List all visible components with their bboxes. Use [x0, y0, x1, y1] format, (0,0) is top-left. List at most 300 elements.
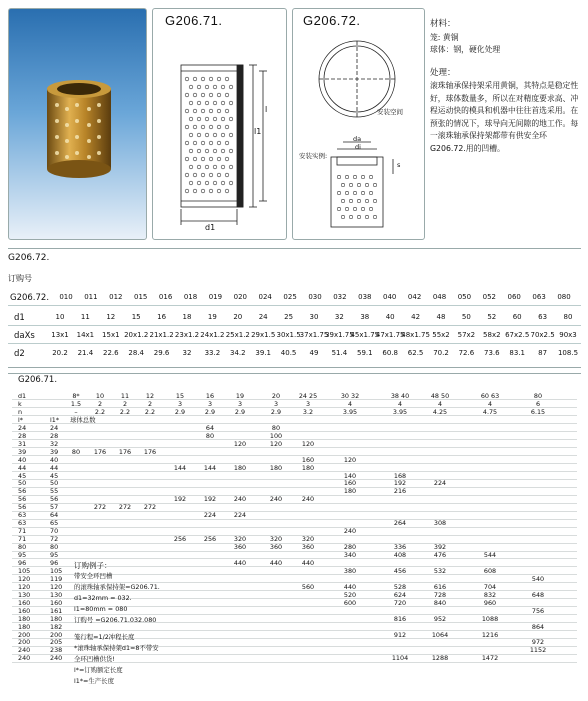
t1-daxs-label: daXs [14, 331, 35, 341]
t1-cell: 62.5 [407, 349, 424, 357]
t1-cell: 28.4 [128, 349, 144, 357]
t1-cell: 050 [457, 293, 472, 301]
table-cell: l* [18, 415, 23, 424]
table-cell: l1* [50, 415, 60, 424]
t1-cell: 30x1.5 [276, 331, 301, 339]
table-cell: 105 [50, 566, 63, 575]
table-cell: 180 [269, 463, 283, 472]
table-cell: 56 [18, 503, 27, 512]
table-cell: 720 [393, 598, 407, 607]
table-cell: 180 [18, 622, 31, 631]
t1-cell: 018 [183, 293, 198, 301]
t1-cell: 83.1 [509, 349, 525, 357]
g20671-drawing-panel [152, 8, 287, 240]
table-cell: 48 50 [430, 392, 450, 400]
table-cell: 320 [233, 535, 247, 544]
table-cell: 440 [301, 558, 315, 567]
table-cell: 57 [50, 503, 59, 512]
table-cell: 272 [118, 503, 132, 512]
table-cell: 616 [433, 582, 447, 591]
table-cell: 28 [50, 431, 59, 440]
t1-cell: 60.8 [382, 349, 398, 357]
t1-cell: 63 [538, 313, 548, 321]
table-cell: 80 [271, 423, 281, 432]
table-cell: 3 [177, 399, 183, 408]
t1-cell: 042 [407, 293, 422, 301]
t1-cell: 22.6 [103, 349, 119, 357]
table-cell: 952 [433, 614, 447, 623]
t1-cell: 40.5 [280, 349, 297, 357]
table-cell: 130 [18, 590, 31, 599]
table-cell: n [18, 407, 23, 416]
t1-cell: 87 [538, 349, 548, 357]
table-cell: 140 [343, 471, 357, 480]
table-cell: 240 [269, 495, 283, 504]
cage-drawing [153, 9, 288, 241]
table-cell: 38 40 [390, 392, 410, 400]
table-cell: 24 [50, 423, 59, 432]
table-cell: 816 [393, 614, 407, 623]
table-cell: 2 [97, 399, 103, 408]
table-cell: 60 63 [480, 392, 500, 400]
table-cell: 130 [50, 590, 63, 599]
table-cell: 200 [18, 638, 31, 647]
t1-cell: 15 [131, 313, 141, 321]
t1-cell: 29x1.5 [251, 331, 276, 339]
t1-cell: 024 [258, 293, 272, 301]
table-cell: 360 [301, 543, 315, 552]
table-cell: 560 [301, 582, 315, 591]
table-cell: 320 [301, 535, 315, 544]
t1-cell: 80 [563, 313, 573, 321]
t1-cell: 34.2 [230, 349, 246, 357]
table-cell: 4 [487, 399, 493, 408]
t1-cell: 13x1 [51, 331, 69, 339]
table-cell: 120 [301, 439, 315, 448]
table-cell: 63 [18, 511, 27, 520]
table-cell: 40 [18, 455, 27, 464]
bushing-photo [9, 9, 148, 241]
table-cell: 31 [18, 439, 27, 448]
table-cell: 120 [233, 439, 247, 448]
table-cell: 540 [531, 574, 545, 583]
table-cell: 56 [18, 487, 27, 496]
table-cell: 728 [433, 590, 447, 599]
g20672-table [8, 248, 581, 368]
table-cell: 80 [533, 392, 543, 400]
table-cell: 95 [18, 551, 27, 559]
t1-cell: 70.2 [433, 349, 449, 357]
table-cell: 280 [343, 543, 357, 552]
table-cell: 272 [143, 503, 157, 512]
t1-cell: 32 [334, 313, 344, 321]
t1-cell: 49 [309, 349, 319, 357]
table-cell: 224 [433, 479, 447, 488]
table-cell: 832 [483, 590, 497, 599]
table-cell: 240 [301, 495, 315, 504]
t1-cell: 16 [157, 313, 167, 321]
table-cell: 308 [433, 519, 447, 528]
table-cell: 50 [18, 479, 27, 488]
table-cell: 12 [145, 392, 155, 400]
t2-title: G206.71. [18, 375, 58, 385]
t1-cell: 025 [283, 293, 297, 301]
table-cell: 2 [122, 399, 128, 408]
table-cell: 1472 [481, 654, 499, 663]
t1-cell: 73.6 [484, 349, 500, 357]
t1-cell: 19 [207, 313, 217, 321]
table-cell: 105 [18, 566, 31, 575]
table-cell: 272 [93, 503, 107, 512]
table-cell: 4 [397, 399, 403, 408]
t1-cell: 51.4 [331, 349, 348, 357]
table-cell: 182 [50, 622, 63, 631]
table-cell: 840 [433, 598, 447, 607]
product-photo-panel [8, 8, 147, 240]
t1-cell: 32 [182, 349, 192, 357]
table-cell: 64 [50, 511, 59, 520]
table-cell: 95 [50, 551, 59, 559]
t1-cell: 30 [309, 313, 319, 321]
table-cell: 600 [343, 598, 357, 607]
t1-cell: 48x1.75 [401, 331, 430, 339]
t1-cell: 38 [360, 313, 370, 321]
table-cell: 200 [18, 630, 31, 639]
table-cell: 160 [50, 598, 63, 607]
t1-cell: 21.4 [77, 349, 94, 357]
table-cell: 240 [18, 646, 31, 655]
t1-cell: 020 [233, 293, 247, 301]
table-cell: 224 [233, 511, 247, 520]
ring-drawing [293, 9, 426, 241]
table-cell: 180 [50, 614, 63, 623]
table-cell: 11 [120, 392, 130, 400]
t1-cell: 016 [158, 293, 173, 301]
table-cell: 256 [173, 535, 187, 544]
t1-cell: 24 [258, 313, 268, 321]
t1-cell: 019 [208, 293, 223, 301]
example-line: 带安全环凹槽 [74, 572, 113, 580]
table-cell: 340 [343, 551, 357, 559]
table-cell: 4 [437, 399, 443, 408]
table-cell: 192 [393, 479, 407, 488]
t1-cell: 48 [436, 313, 446, 321]
table-cell: 440 [343, 582, 357, 591]
table-cell: 176 [118, 447, 132, 456]
t1-cell: 15x1 [102, 331, 120, 339]
table-cell: 240 [233, 495, 247, 504]
example-line: 订购例子： [74, 561, 112, 570]
table-cell: 2.9 [204, 407, 216, 416]
table-cell: 45 [50, 471, 59, 480]
table-cell: 144 [173, 463, 187, 472]
example-line: d1=32mm = 032. [74, 594, 132, 602]
table-cell: 2.2 [94, 407, 106, 416]
table-cell: 65 [50, 519, 59, 528]
t1-d2-label: d2 [14, 349, 25, 359]
table-cell: 180 [301, 463, 315, 472]
table-cell: 56 [50, 495, 59, 504]
spec-text-block [430, 18, 580, 155]
table-cell: 19 [235, 392, 245, 400]
table-cell: 120 [269, 439, 283, 448]
note-line: l*=订购额定长度 [74, 666, 123, 674]
t1-cell: 58x2 [483, 331, 501, 339]
table-cell: 120 [18, 582, 31, 591]
table-cell: 1064 [431, 630, 449, 639]
t1-order-label: 订购号 [8, 274, 32, 283]
g20672-drawing-panel [292, 8, 425, 240]
table-cell: 28 [18, 431, 27, 440]
table-cell: 192 [203, 495, 217, 504]
table-cell: 32 [50, 439, 59, 448]
example-line: 订购号 =G206.71.032.080 [74, 616, 157, 624]
table-cell: 2.9 [174, 407, 186, 416]
table-cell: 4 [347, 399, 353, 408]
t1-cell: 67x2.5 [505, 331, 530, 339]
table-cell: 240 [343, 527, 357, 536]
table-cell: 3.95 [392, 407, 408, 416]
table-cell: 40 [50, 455, 59, 464]
table-cell: 161 [50, 606, 63, 615]
table-cell: 520 [343, 590, 357, 599]
t1-cell: 40 [385, 313, 395, 321]
table-cell: 44 [18, 463, 27, 472]
example-line: l1=80mm = 080 [74, 605, 128, 613]
table-cell: 160 [18, 606, 31, 615]
dim-l1-label: l1 [254, 127, 262, 136]
material-line-2: 球体：钢，硬化处理 [430, 45, 501, 54]
table-cell: 180 [343, 487, 357, 496]
t1-cell: 47x1.75 [375, 331, 405, 339]
table-cell: 6 [535, 399, 541, 408]
table-cell: 440 [233, 558, 247, 567]
space-label: 安装空间 [377, 108, 403, 116]
table-cell: 1152 [529, 646, 547, 655]
table-cell: 72 [50, 535, 59, 544]
table-cell: 70 [50, 527, 59, 536]
t1-cell: 108.5 [557, 349, 579, 357]
t1-cell: 33.2 [204, 349, 221, 357]
table-cell: 1104 [391, 654, 409, 663]
table-cell: 80 [18, 543, 27, 552]
t1-cell: 90x3 [559, 331, 577, 339]
table-cell: 2.2 [144, 407, 156, 416]
table-cell: 56 [18, 495, 27, 504]
table-cell: 3 [305, 399, 311, 408]
process-text: 滚珠轴承保持架采用黄铜，其特点是稳定性好，球体数量多，所以在对精度要求高、冲程运动快的模具和机器中往往首选采用。在预张的情况下，球导向无间隙的地工作。每一滚珠轴承保持架都带有供安全环G206.72.用的凹槽。 [430, 81, 579, 153]
table-cell: 3.95 [342, 407, 358, 416]
t1-cell: 14x1 [76, 331, 95, 339]
table-cell: 380 [343, 566, 357, 575]
t1-cell: 012 [109, 293, 123, 301]
table-cell: 15 [175, 392, 185, 400]
t1-cell: 55x2 [432, 331, 450, 339]
t1-cell: 20.2 [52, 349, 68, 357]
table-cell: 336 [393, 543, 407, 552]
t1-cell: 048 [432, 293, 447, 301]
table-cell: 240 [50, 654, 63, 663]
t1-cell: 39.1 [255, 349, 271, 357]
t1-cell: 25x1.2 [225, 331, 250, 339]
table-cell: 4.75 [482, 407, 498, 416]
table-cell: 71 [18, 527, 27, 536]
example-label: 安装实例: [299, 152, 328, 160]
t1-cell: 18 [182, 313, 192, 321]
table-cell: 39 [18, 447, 27, 456]
table-cell: 238 [50, 646, 63, 655]
table-cell: 192 [173, 495, 187, 504]
table-cell: 20 [271, 392, 281, 400]
table-cell: 360 [269, 543, 283, 552]
table-cell: 456 [393, 566, 407, 575]
dim-d1-label: d1 [205, 223, 216, 232]
table-cell: 24 [18, 423, 27, 432]
table-cell: 160 [301, 455, 315, 464]
table-cell: 120 [18, 574, 31, 583]
table-cell: 176 [93, 447, 107, 456]
table-cell: 160 [18, 598, 31, 607]
table-cell: 50 [50, 479, 59, 488]
table-cell: 756 [531, 606, 545, 615]
table-cell: d1 [18, 392, 27, 400]
t1-cell: 12 [106, 313, 116, 321]
table-cell: 960 [483, 598, 497, 607]
table-cell: 120 [50, 582, 63, 591]
t1-cell: 39x1.75 [325, 331, 354, 339]
table-cell: 704 [483, 582, 497, 591]
table-cell: 80 [71, 447, 81, 456]
table-cell: 532 [433, 566, 447, 575]
drawing-code-a: G206.71. [165, 13, 223, 28]
t1-cell: 21x1.2 [149, 331, 174, 339]
t1-cell: 29.6 [153, 349, 170, 357]
table-cell: 119 [50, 574, 63, 583]
t1-title: G206.72. [8, 253, 50, 263]
note-line: 全环凹槽供货! [74, 655, 115, 663]
table-cell: 55 [50, 487, 59, 496]
t1-cell: 10 [55, 313, 65, 321]
table-cell: – [74, 407, 78, 416]
t1-order-prefix: G206.72. [10, 293, 50, 303]
t1-cell: 72.6 [458, 349, 475, 357]
table-cell: 648 [531, 590, 545, 599]
dim-di-label: di [355, 143, 361, 151]
table-cell: 2.9 [234, 407, 246, 416]
table-cell: 2.9 [270, 407, 282, 416]
table-cell: 96 [18, 558, 27, 567]
t1-cell: 23x1.2 [174, 331, 200, 339]
table-cell: 144 [203, 463, 217, 472]
table-cell: 528 [393, 582, 407, 591]
table-cell: 2 [147, 399, 153, 408]
table-cell: 63 [18, 519, 27, 528]
t1-cell: 010 [59, 293, 73, 301]
table-cell: 8* [72, 392, 80, 400]
table-cell: 608 [483, 566, 497, 575]
table-cell: 180 [233, 463, 247, 472]
t1-cell: 57x2 [457, 331, 476, 339]
t1-cell: 25 [284, 313, 294, 321]
dim-da-label: da [353, 135, 362, 143]
table-cell: 392 [433, 543, 447, 552]
table-cell: 1.5 [70, 399, 82, 408]
t1-cell: 060 [507, 293, 521, 301]
table-cell: 972 [531, 638, 545, 647]
table-cell: 205 [50, 638, 63, 647]
t1-cell: 20 [233, 313, 243, 321]
table-cell: 2.2 [119, 407, 131, 416]
table-cell: 39 [50, 447, 59, 456]
table-cell: 24 25 [298, 392, 318, 400]
table-cell: 476 [433, 551, 447, 559]
t1-cell: 052 [482, 293, 496, 301]
table-cell: 30 32 [340, 392, 360, 400]
table-cell: 264 [393, 519, 407, 528]
table-cell: 64 [205, 423, 215, 432]
table-cell: 100 [269, 431, 283, 440]
table-cell: 408 [393, 551, 407, 559]
table-cell: 120 [343, 455, 357, 464]
table-cell: 1216 [481, 630, 499, 639]
t1-cell: 11 [80, 313, 90, 321]
table-cell: 864 [531, 622, 545, 631]
table-cell: 4.25 [432, 407, 448, 416]
table-cell: 96 [50, 558, 59, 567]
table-cell: 360 [233, 543, 247, 552]
t1-cell: 45x1.75 [350, 331, 380, 339]
table-cell: 3.2 [302, 407, 314, 416]
t1-cell: 011 [84, 293, 98, 301]
g20671-table [8, 373, 581, 699]
t1-cell: 032 [333, 293, 347, 301]
table-cell: 320 [269, 535, 283, 544]
table-cell: 160 [343, 479, 357, 488]
note-line: *滚珠轴承保持架d1=8不带安 [74, 644, 159, 652]
material-line-1: 笼: 黄铜 [430, 32, 459, 42]
dim-l-label: l [265, 105, 268, 114]
table-cell: 80 [205, 431, 215, 440]
table-cell: 6.15 [530, 407, 546, 416]
t1-cell: 52 [487, 313, 497, 321]
table-cell: 1088 [481, 614, 499, 623]
t1-d1-label: d1 [14, 313, 25, 323]
dim-s-label: s [397, 161, 401, 169]
table-cell: 216 [393, 487, 407, 496]
table-cell: 71 [18, 535, 27, 544]
t1-cell: 063 [532, 293, 546, 301]
t1-cell: 60 [512, 313, 522, 321]
table-cell: 624 [393, 590, 407, 599]
table-cell: 3 [273, 399, 279, 408]
table-cell: 16 [205, 392, 215, 400]
t1-cell: 59.1 [357, 349, 373, 357]
table-cell: 440 [269, 558, 283, 567]
table-cell: 10 [95, 392, 105, 400]
table-cell: 180 [18, 614, 31, 623]
table-cell: 224 [203, 511, 217, 520]
t1-cell: 015 [134, 293, 148, 301]
table-cell: 80 [50, 543, 59, 552]
table-cell: 240 [18, 654, 31, 663]
process-title: 处理： [430, 67, 456, 78]
table-cell: 256 [203, 535, 217, 544]
t1-cell: 20x1.2 [124, 331, 149, 339]
t1-cell: 42 [411, 313, 421, 321]
material-title: 材料： [430, 19, 456, 29]
t1-cell: 040 [383, 293, 397, 301]
table-cell: 1288 [431, 654, 449, 663]
